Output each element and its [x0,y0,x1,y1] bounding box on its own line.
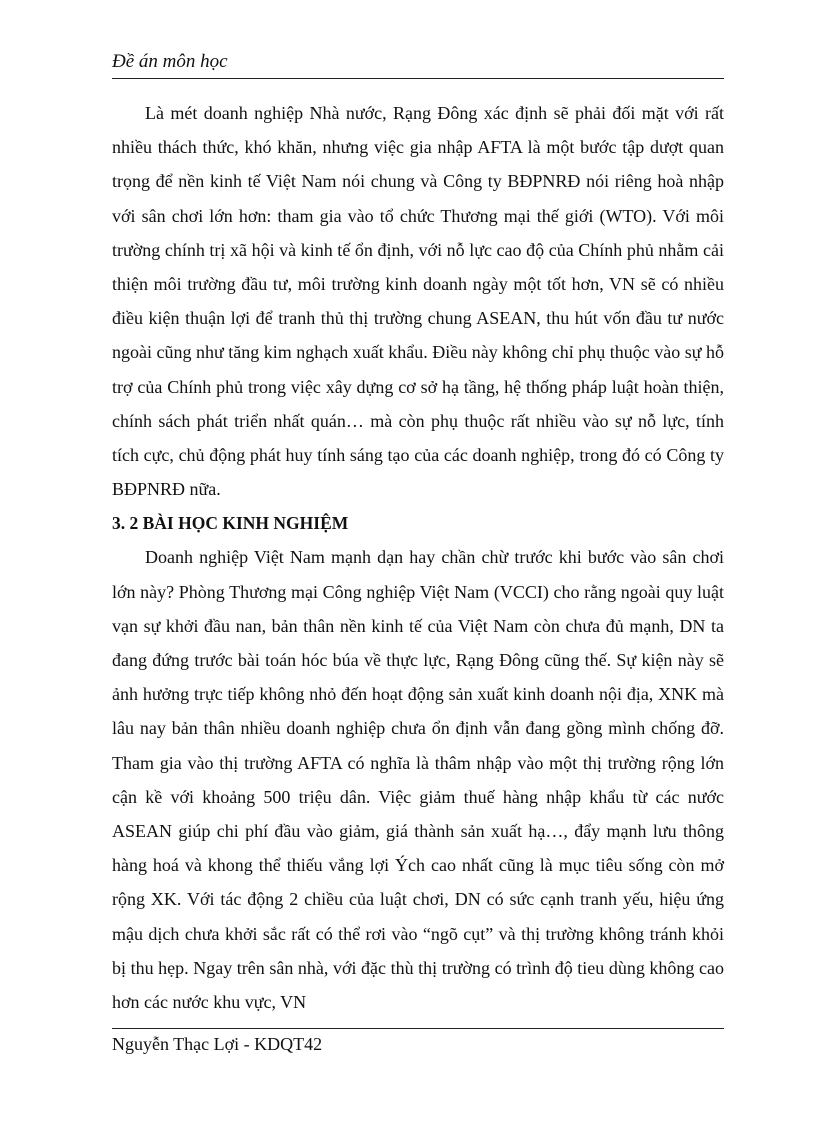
paragraph: Là mét doanh nghiệp Nhà nước, Rạng Đông xác định sẽ phải đối mặt với rất nhiều thách thức, khó khăn, nhưng việc gia nhập AFTA là một bước tập dượt quan trọng để nền kinh tế Việt Nam nói chung và Công ty BĐPNRĐ nói riêng hoà nhập với sân chơi lớn hơn: tham gia vào tổ chức Thương mại thế giới (WTO). Với môi trường chính trị xã hội và kinh tế ổn định, với nỗ lực cao độ của Chính phủ nhằm cải thiện môi trường đầu tư, môi trường kinh doanh ngày một tốt hơn, VN sẽ có nhiều điều kiện thuận lợi để tranh thủ thị trường chung ASEAN, thu hút vốn đầu tư nước ngoài cũng như tăng kim nghạch xuất khẩu. Điều này không chỉ phụ thuộc vào sự hỗ trợ của Chính phủ trong việc xây dựng cơ sở hạ tầng, hệ thống pháp luật hoàn thiện, chính sách phát triển nhất quán… mà còn phụ thuộc rất nhiều vào sự nỗ lực, tính tích cực, chủ động phát huy tính sáng tạo của các doanh nghiệp, trong đó có Công ty BĐPNRĐ nữa. [112,103,724,500]
page-footer [112,1028,724,1057]
paragraph: Doanh nghiệp Việt Nam mạnh dạn hay chần chừ trước khi bước vào sân chơi lớn này? Phòng Thương mại Công nghiệp Việt Nam (VCCI) cho rằng ngoài quy luật vạn sự khởi đầu nan, bản thân nền kinh tế của Việt Nam còn chưa đủ mạnh, DN ta đang đứng trước bài toán hóc búa về thực lực, Rạng Đông cũng thế. Sự kiện này sẽ ảnh hưởng trực tiếp không nhỏ đến hoạt động sản xuất kinh doanh nội địa, XNK mà lâu nay bản thân nhiều doanh nghiệp chưa ổn định vẫn đang gồng mình chống đỡ. Tham gia vào thị trường AFTA có nghĩa là thâm nhập vào một thị trường rộng lớn cận kề với khoảng 500 triệu dân. Việc giảm thuế hàng nhập khẩu từ các nước ASEAN giúp chi phí đầu vào giảm, giá thành sản xuất hạ…, đẩy mạnh lưu thông hàng hoá và khong thể thiếu vắng lợi Ých cao nhất cũng là mục tiêu sống còn mở rộng XK. Với tác động 2 chiều của luật chơi, DN có sức cạnh tranh yếu, hiệu ứng mậu dịch chưa khởi sắc rất có thể rơi vào “ngõ cụt” và thị trường không tránh khỏi bị thu hẹp. Ngay trên sân nhà, với đặc thù thị trường có trình độ tieu dùng không cao hơn các nước khu vực, VN [112,547,724,1013]
footer-author: Nguyễn Thạc Lợi - KDQT42 [112,1034,323,1054]
page-header [112,48,724,79]
page-body [112,96,724,1019]
header-title: Đề án môn học [112,51,228,72]
section-heading: 3. 2 BÀI HỌC KINH NGHIỆM [112,513,349,534]
